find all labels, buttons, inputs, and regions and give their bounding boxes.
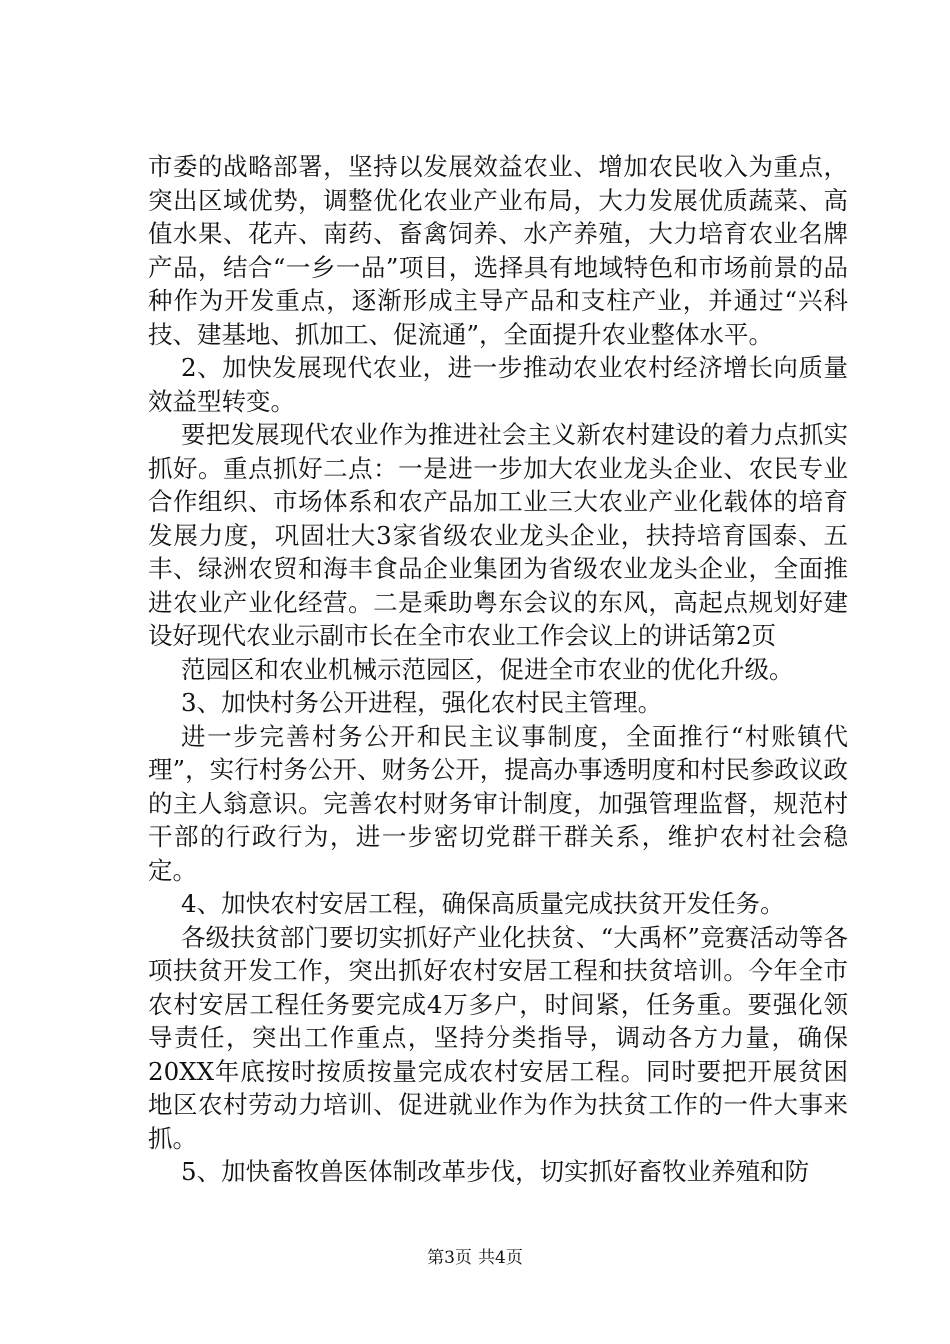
paragraph-continued-strategy: 市委的战略部署，坚持以发展效益农业、增加农民收入为重点，突出区域优势，调整优化农业产业布局，大力发展优质蔬菜、高值水果、花卉、南药、畜禽饲养、水产养殖，大力培育农业名牌产品，结合“一乡一品”项目，选择具有地域特色和市场前景的品种作为开发重点，逐渐形成主导产品和支柱产业，并通过“兴科技、建基地、抓加工、促流通”，全面提升农业整体水平。 [148,152,848,349]
paragraph-heading-3: 3、加快村务公开进程，强化农村民主管理。 [181,688,663,717]
paragraph-heading-5: 5、加快畜牧兽医体制改革步伐，切实抓好畜牧业养殖和防 [181,1157,810,1186]
paragraph-heading-2: 2、加快发展现代农业，进一步推动农业农村经济增长向质量效益型转变。 [148,353,848,416]
paragraph-modern-agriculture: 要把发展现代农业作为推进社会主义新农村建设的着力点抓实抓好。重点抓好二点：一是进一步加大农业龙头企业、农民专业合作组织、市场体系和农产品加工业三大农业产业化载体的培育发展力度，巩固壮大3家省级农业龙头企业，扶持培育国泰、五丰、绿洲农贸和海丰食品企业集团为省级农业龙头企业，全面推进农业产业化经营。二是乘助粤东会议的东风，高起点规划好建设好现代农业示副市长在全市农业工作会议上的讲话第2页 [148,420,848,650]
paragraph-heading-4: 4、加快农村安居工程，确保高质量完成扶贫开发任务。 [181,889,785,918]
document-body [148,150,848,1189]
paragraph-poverty-alleviation: 各级扶贫部门要切实抓好产业化扶贫、“大禹杯”竞赛活动等各项扶贫开发工作，突出抓好农村安居工程和扶贫培训。今年全市农村安居工程任务要完成4万多户，时间紧，任务重。要强化领导责任，突出工作重点，坚持分类指导，调动各方力量，确保20XX年底按时按质按量完成农村安居工程。同时要把开展贫困地区农村劳动力培训、促进就业作为作为扶贫工作的一件大事来抓。 [148,922,848,1153]
page-number-total: 共4页 [478,1248,523,1268]
paragraph-village-affairs: 进一步完善村务公开和民主议事制度，全面推行“村账镇代理”，实行村务公开、财务公开，提高办事透明度和村民参政议政的主人翁意识。完善农村财务审计制度，加强管理监督，规范村干部的行政行为，进一步密切党群干群关系，维护农村社会稳定。 [148,721,848,885]
paragraph-demo-park: 范园区和农业机械示范园区，促进全市农业的优化升级。 [181,654,794,684]
page-number-current: 第3页 [427,1248,472,1268]
page-footer [0,1243,950,1268]
